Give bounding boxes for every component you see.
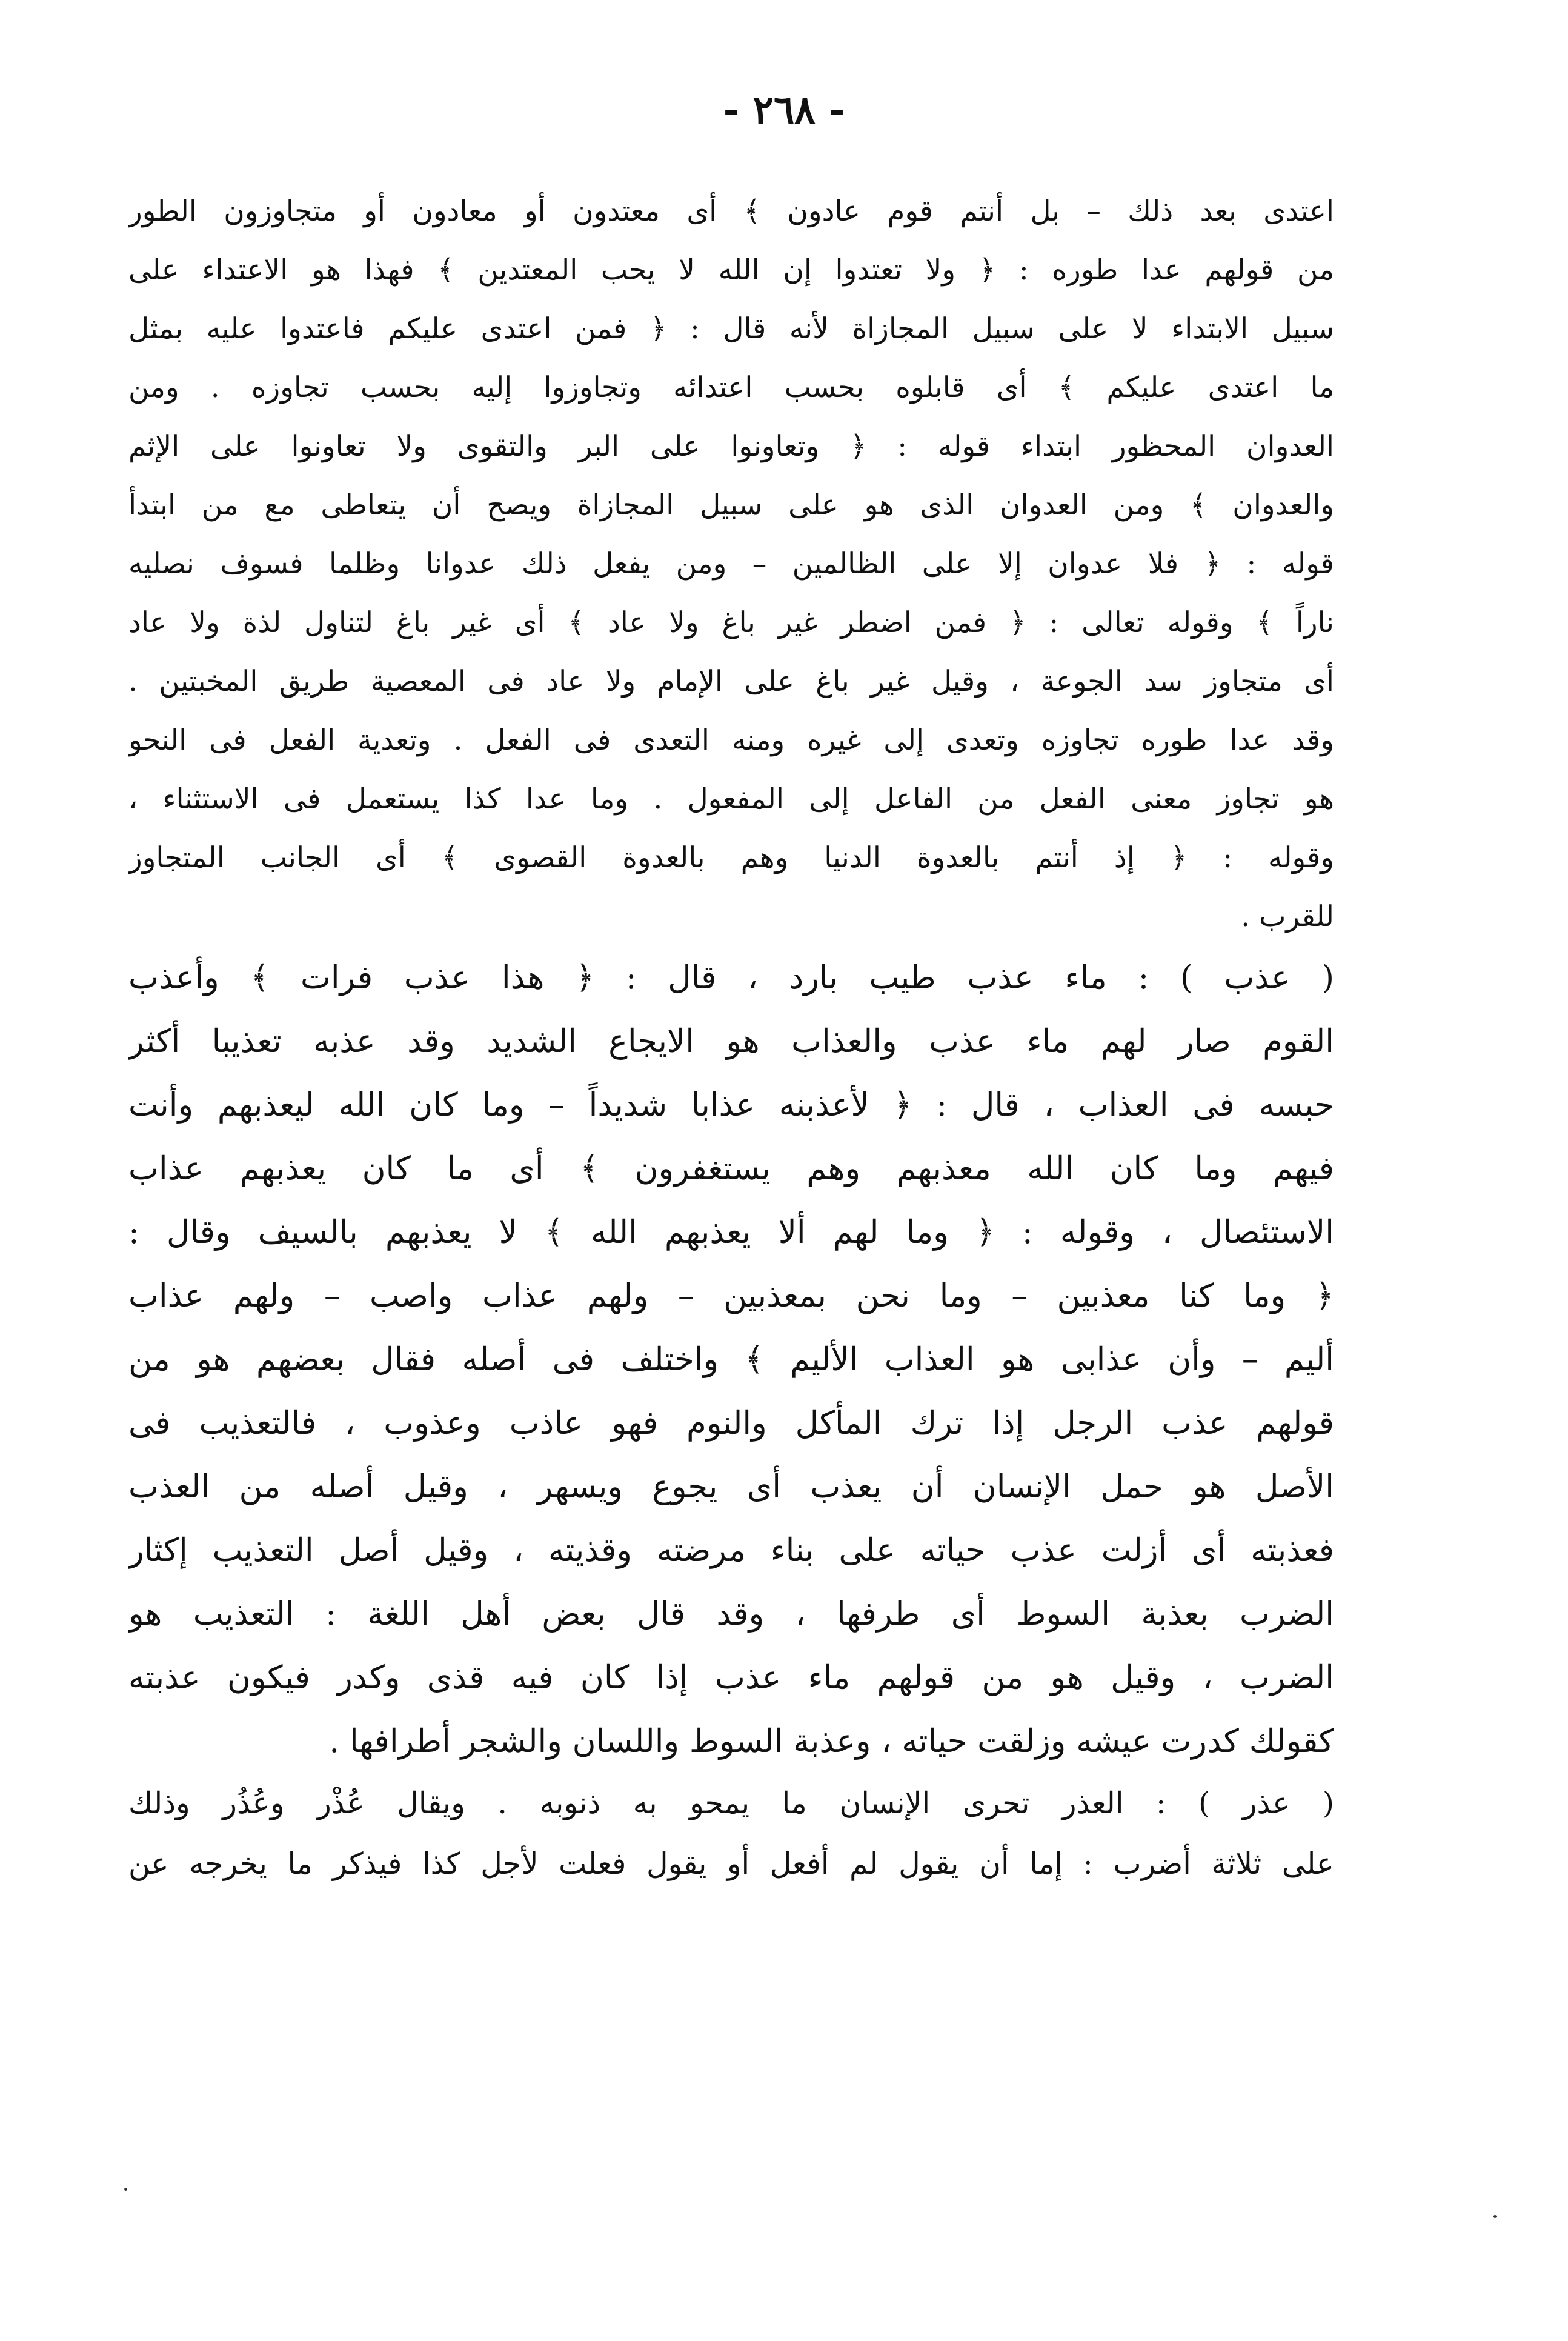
entry-heading-line: ( عذب ) : ماء عذب طيب بارد ، قال : ﴿ هذا عذب فرات ﴾ وأعذب xyxy=(128,959,1334,996)
text-line: قوله : ﴿ فلا عدوان إلا على الظالمين – ومن يفعل ذلك عدوانا وظلما فسوف نصليه xyxy=(128,547,1334,581)
text-line: الأصل هو حمل الإنسان أن يعذب أى يجوع ويسهر ، وقيل أصله من العذب xyxy=(128,1468,1334,1505)
text-line: وقد عدا طوره تجاوزه وتعدى إلى غيره ومنه التعدى فى الفعل . وتعدية الفعل فى النحو xyxy=(128,724,1334,757)
text-line: أليم – وأن عذابى هو العذاب الأليم ﴾ واختلف فى أصله فقال بعضهم هو من xyxy=(128,1341,1334,1378)
text-line: للقرب . xyxy=(1241,900,1334,933)
text-line: هو تجاوز معنى الفعل من الفاعل إلى المفعول . وما عدا كذا يستعمل فى الاستثناء ، xyxy=(128,782,1334,816)
text-line: كقولك كدرت عيشه وزلقت حياته ، وعذبة السوط واللسان والشجر أطرافها . xyxy=(329,1723,1334,1760)
text-line: فعذبته أى أزلت عذب حياته على بناء مرضته وقذيته ، وقيل أصل التعذيب إكثار xyxy=(128,1532,1334,1569)
scan-speck xyxy=(124,2188,127,2191)
entry-udhr xyxy=(128,1773,1334,1894)
text-line: سبيل الابتداء لا على سبيل المجازاة لأنه قال : ﴿ فمن اعتدى عليكم فاعتدوا عليه بمثل xyxy=(128,312,1334,345)
entry-udwan-continuation xyxy=(128,182,1334,946)
text-line: اعتدى بعد ذلك – بل أنتم قوم عادون ﴾ أى معتدون أو معادون أو متجاوزون الطور xyxy=(128,195,1334,228)
text-line: القوم صار لهم ماء عذب والعذاب هو الايجاع الشديد وقد عذبه تعذيبا أكثر xyxy=(128,1023,1334,1060)
body-text xyxy=(128,182,1334,1894)
text-line: ناراً ﴾ وقوله تعالى : ﴿ فمن اضطر غير باغ ولا عاد ﴾ أى غير باغ لتناول لذة ولا عاد xyxy=(128,606,1334,639)
text-line: فيهم وما كان الله معذبهم وهم يستغفرون ﴾ أى ما كان يعذبهم عذاب xyxy=(128,1150,1334,1187)
entry-adhb xyxy=(128,946,1334,1773)
text-line: الضرب ، وقيل هو من قولهم ماء عذب إذا كان فيه قذى وكدر فيكون عذبته xyxy=(128,1659,1334,1696)
text-line: حبسه فى العذاب ، قال : ﴿ لأعذبنه عذابا شديداً – وما كان الله ليعذبهم وأنت xyxy=(128,1087,1334,1124)
text-line: والعدوان ﴾ ومن العدوان الذى هو على سبيل المجازاة ويصح أن يتعاطى مع من ابتدأ xyxy=(128,488,1334,522)
text-line: ﴿ وما كنا معذبين – وما نحن بمعذبين – ولهم عذاب واصب – ولهم عذاب xyxy=(128,1277,1334,1314)
text-line: أى متجاوز سد الجوعة ، وقيل غير باغ على الإمام ولا عاد فى المعصية طريق المخبتين . xyxy=(128,665,1334,698)
text-line: من قولهم عدا طوره : ﴿ ولا تعتدوا إن الله لا يحب المعتدين ﴾ فهذا هو الاعتداء على xyxy=(128,253,1334,287)
page-number: - ٢٦٨ - xyxy=(723,87,845,133)
text-line: العدوان المحظور ابتداء قوله : ﴿ وتعاونوا على البر والتقوى ولا تعاونوا على الإثم xyxy=(128,430,1334,463)
text-line: وقوله : ﴿ إذ أنتم بالعدوة الدنيا وهم بالعدوة القصوى ﴾ أى الجانب المتجاوز xyxy=(128,841,1334,874)
entry-heading-line: ( عذر ) : العذر تحرى الإنسان ما يمحو به ذنوبه . ويقال عُذْر وعُذُر وذلك xyxy=(128,1786,1334,1820)
text-line: ما اعتدى عليكم ﴾ أى قابلوه بحسب اعتدائه وتجاوزوا إليه بحسب تجاوزه . ومن xyxy=(128,371,1334,404)
text-line: على ثلاثة أضرب : إما أن يقول لم أفعل أو يقول فعلت لأجل كذا فيذكر ما يخرجه عن xyxy=(128,1846,1334,1881)
text-line: الضرب بعذبة السوط أى طرفها ، وقد قال بعض أهل اللغة : التعذيب هو xyxy=(128,1596,1334,1633)
text-line: الاستئصال ، وقوله : ﴿ وما لهم ألا يعذبهم الله ﴾ لا يعذبهم بالسيف وقال : xyxy=(128,1214,1334,1251)
scan-speck xyxy=(1493,2215,1497,2218)
text-line: قولهم عذب الرجل إذا ترك المأكل والنوم فهو عاذب وعذوب ، فالتعذيب فى xyxy=(128,1405,1334,1442)
